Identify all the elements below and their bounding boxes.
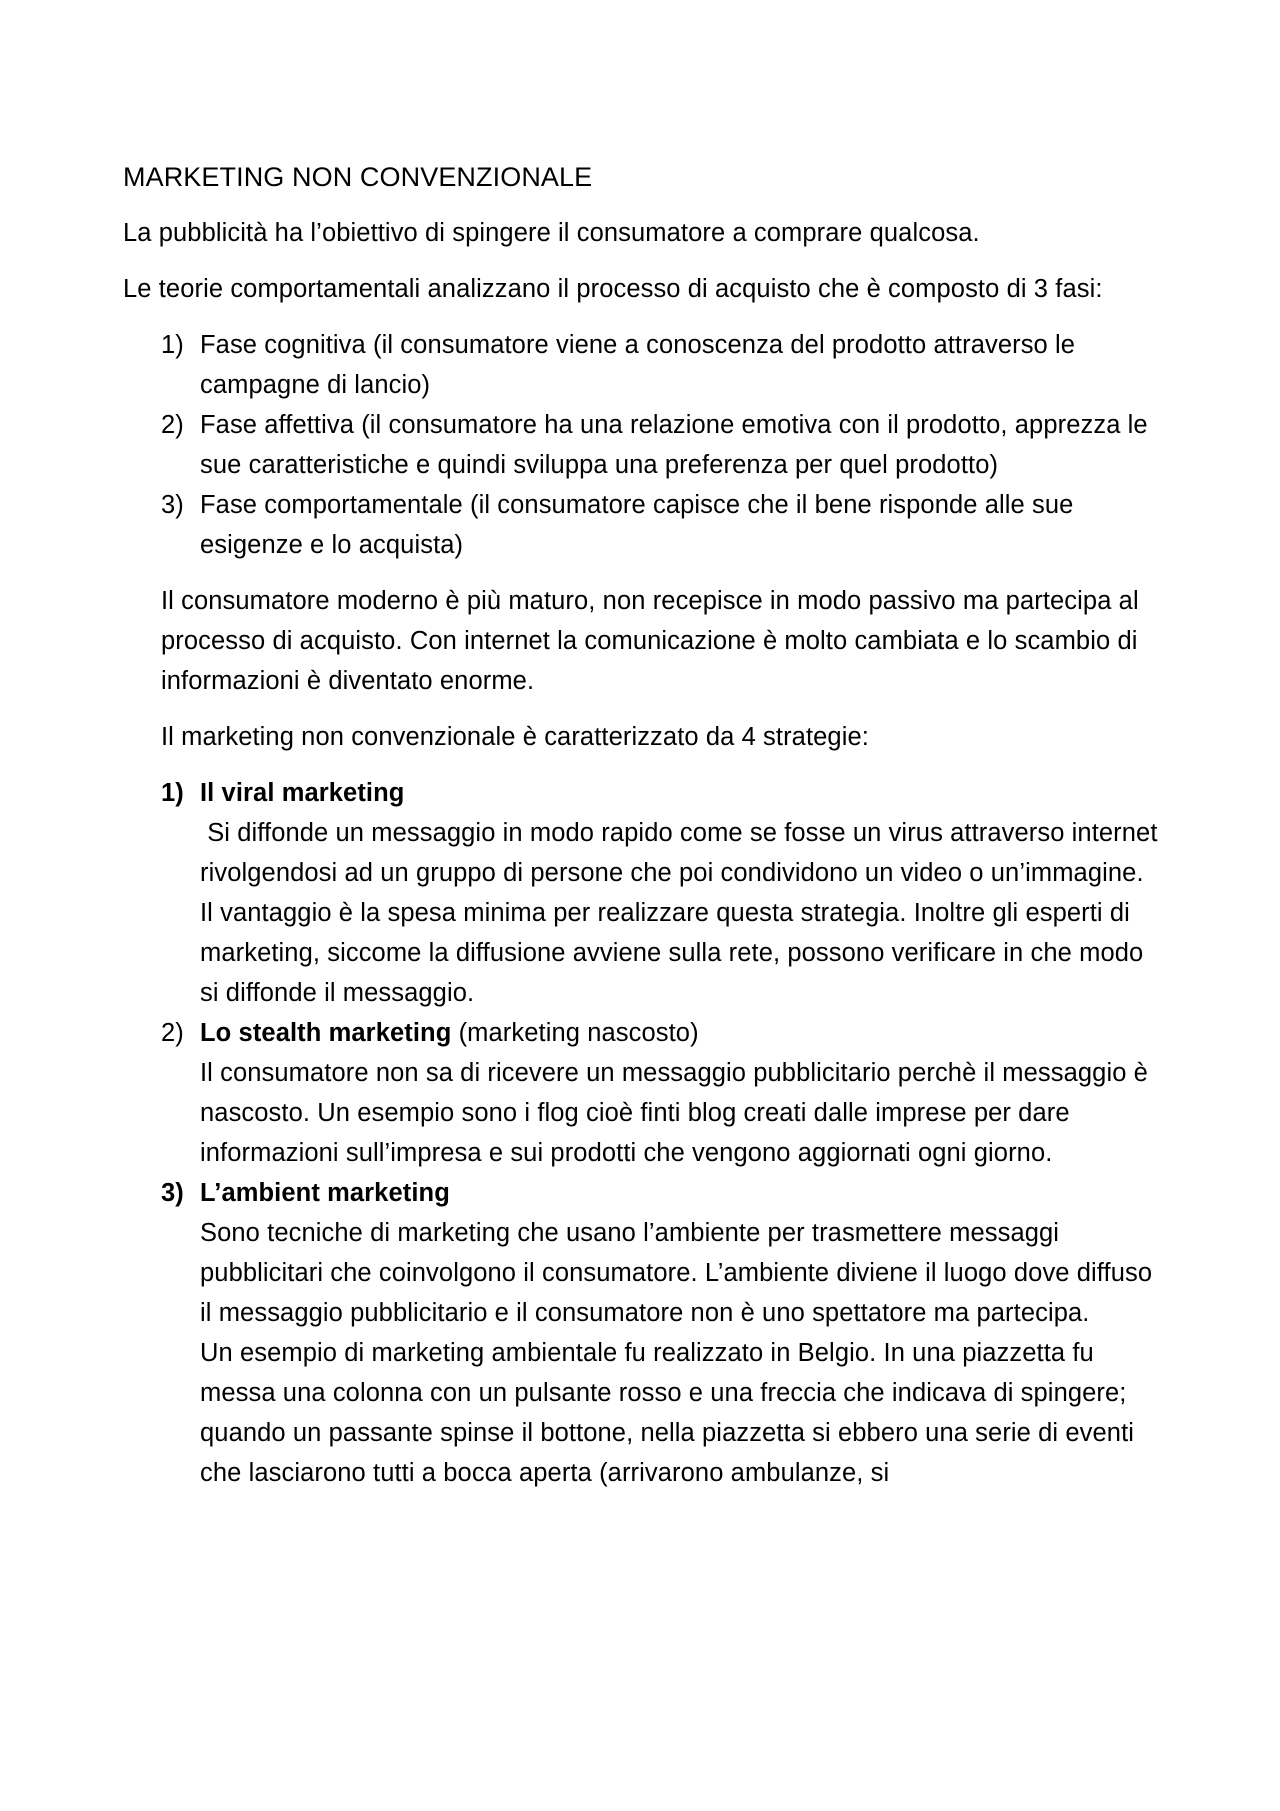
strategy-body: Il consumatore non sa di ricevere un messaggio pubblicitario perchè il messaggio è nascosto. Un esempio sono i flog cioè finti blog creati dalle imprese per dare informazioni sull’impresa e sui prodotti che vengono aggiornati ogni giorno. <box>200 1059 1148 1167</box>
list-item-number: 1) <box>161 779 184 807</box>
list-item <box>123 405 1163 485</box>
strategies-intro-paragraph: Il marketing non convenzionale è caratterizzato da 4 strategie: <box>161 723 869 751</box>
list-item-text: Fase affettiva (il consumatore ha una relazione emotiva con il prodotto, apprezza le sue caratteristiche e quindi sviluppa una preferenza per quel prodotto) <box>200 411 1148 479</box>
list-item-number: 1) <box>161 331 184 359</box>
list-item <box>123 485 1163 565</box>
modern-consumer-paragraph: Il consumatore moderno è più maturo, non recepisce in modo passivo ma partecipa al processo di acquisto. Con internet la comunicazione è molto cambiata e lo scambio di informazioni è diventato enorme. <box>161 587 1139 695</box>
intro-paragraph: La pubblicità ha l’obiettivo di spingere il consumatore a comprare qualcosa. <box>123 219 980 247</box>
list-item <box>123 773 1163 1013</box>
strategies-list <box>123 773 1163 1493</box>
list-item-number: 2) <box>161 411 184 439</box>
strategy-body-continued: Un esempio di marketing ambientale fu realizzato in Belgio. In una piazzetta fu messa una colonna con un pulsante rosso e una freccia che indicava di spingere; quando un passante spinse il bottone, nella piazzetta si ebbero una serie di eventi che lasciarono tutti a bocca aperta (arrivarono ambulanze, si <box>200 1339 1135 1487</box>
list-item-number: 3) <box>161 1179 184 1207</box>
list-item-number: 3) <box>161 491 184 519</box>
document-body <box>123 157 1163 1509</box>
theories-paragraph: Le teorie comportamentali analizzano il processo di acquisto che è composto di 3 fasi: <box>123 275 1103 303</box>
list-item-text: Fase cognitiva (il consumatore viene a conoscenza del prodotto attraverso le campagne di lancio) <box>200 331 1076 399</box>
list-item <box>123 1173 1163 1493</box>
strategy-subtitle: (marketing nascosto) <box>451 1019 699 1047</box>
list-item <box>123 325 1163 405</box>
list-item-text: Fase comportamentale (il consumatore capisce che il bene risponde alle sue esigenze e lo acquista) <box>200 491 1074 559</box>
strategy-heading: Il viral marketing <box>200 779 405 807</box>
strategy-body: Sono tecniche di marketing che usano l’ambiente per trasmettere messaggi pubblicitari che coinvolgono il consumatore. L’ambiente diviene il luogo dove diffuso il messaggio pubblicitario e il consumatore non è uno spettatore ma partecipa. <box>200 1219 1153 1327</box>
strategy-heading: L’ambient marketing <box>200 1179 450 1207</box>
strategy-body: Si diffonde un messaggio in modo rapido come se fosse un virus attraverso internet rivolgendosi ad un gruppo di persone che poi condividono un video o un’immagine. Il vantaggio è la spesa minima per realizzare questa strategia. Inoltre gli esperti di marketing, siccome la diffusione avviene sulla rete, possono verificare in che modo si diffonde il messaggio. <box>200 819 1165 1007</box>
strategy-heading: Lo stealth marketing <box>200 1019 452 1047</box>
phases-list <box>123 325 1163 565</box>
list-item <box>123 1013 1163 1173</box>
document-title: MARKETING NON CONVENZIONALE <box>123 162 593 192</box>
list-item-number: 2) <box>161 1019 184 1047</box>
